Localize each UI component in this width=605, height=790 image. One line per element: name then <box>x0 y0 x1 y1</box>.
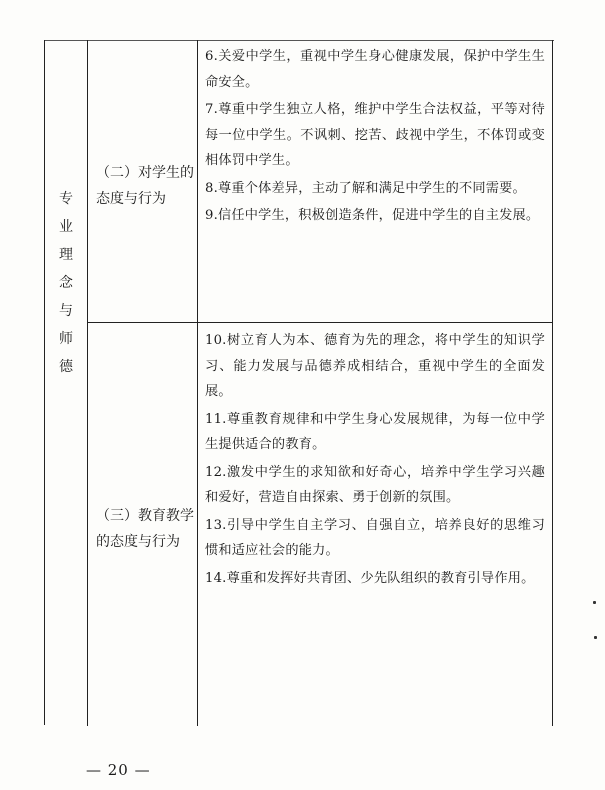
table-right-border <box>552 40 553 726</box>
scan-speck <box>593 601 596 604</box>
scan-speck <box>594 636 597 639</box>
category-column-divider <box>87 40 88 726</box>
requirement-item: 9.信任中学生，积极创造条件，促进中学生的自主发展。 <box>205 208 540 223</box>
row-divider <box>87 322 553 323</box>
requirement-item: 13.引导中学生自主学习、自强自立，培养良好的思维习惯和适应社会的能力。 <box>205 517 545 558</box>
category-label <box>45 185 87 381</box>
category-char: 德 <box>59 359 73 375</box>
requirement-item: 12.激发中学生的求知欲和好奇心，培养中学生学习兴趣和爱好，营造自由探索、勇于创新的氛围。 <box>205 464 545 505</box>
category-char: 与 <box>59 303 73 319</box>
category-char: 专 <box>59 191 73 207</box>
row-content-teaching-attitude <box>205 328 545 593</box>
requirement-item: 11.尊重教育规律和中学生身心发展规律，为每一位中学生提供适合的教育。 <box>205 411 545 452</box>
requirement-item: 10.树立育人为本、德育为先的理念，将中学生的知识学习、能力发展与品德养成相结合，重视中学生的全面发展。 <box>205 333 545 399</box>
page-number: — 20 — <box>86 761 151 779</box>
requirement-item: 8.尊重个体差异，主动了解和满足中学生的不同需要。 <box>205 180 526 196</box>
table-top-border <box>44 40 554 41</box>
subcategory-column-divider <box>197 40 198 726</box>
subcategory-label-teaching-attitude: （三）教育教学的态度与行为 <box>96 508 194 550</box>
table-left-border <box>44 40 45 725</box>
requirement-item: 7.尊重中学生独立人格，维护中学生合法权益，平等对待每一位中学生。不讽刺、挖苦、歧视中学生，不体罚或变相体罚中学生。 <box>205 102 545 168</box>
requirement-item: 6.关爱中学生，重视中学生身心健康发展，保护中学生生命安全。 <box>205 49 545 90</box>
category-char: 师 <box>59 331 73 347</box>
category-char: 念 <box>59 275 73 291</box>
requirement-item: 14.尊重和发挥好共青团、少先队组织的教育引导作用。 <box>205 570 535 586</box>
category-char: 业 <box>59 219 73 235</box>
row-content-attitude-students <box>205 44 545 231</box>
category-char: 理 <box>59 247 73 263</box>
subcategory-label-attitude-students: （二）对学生的态度与行为 <box>96 165 194 207</box>
